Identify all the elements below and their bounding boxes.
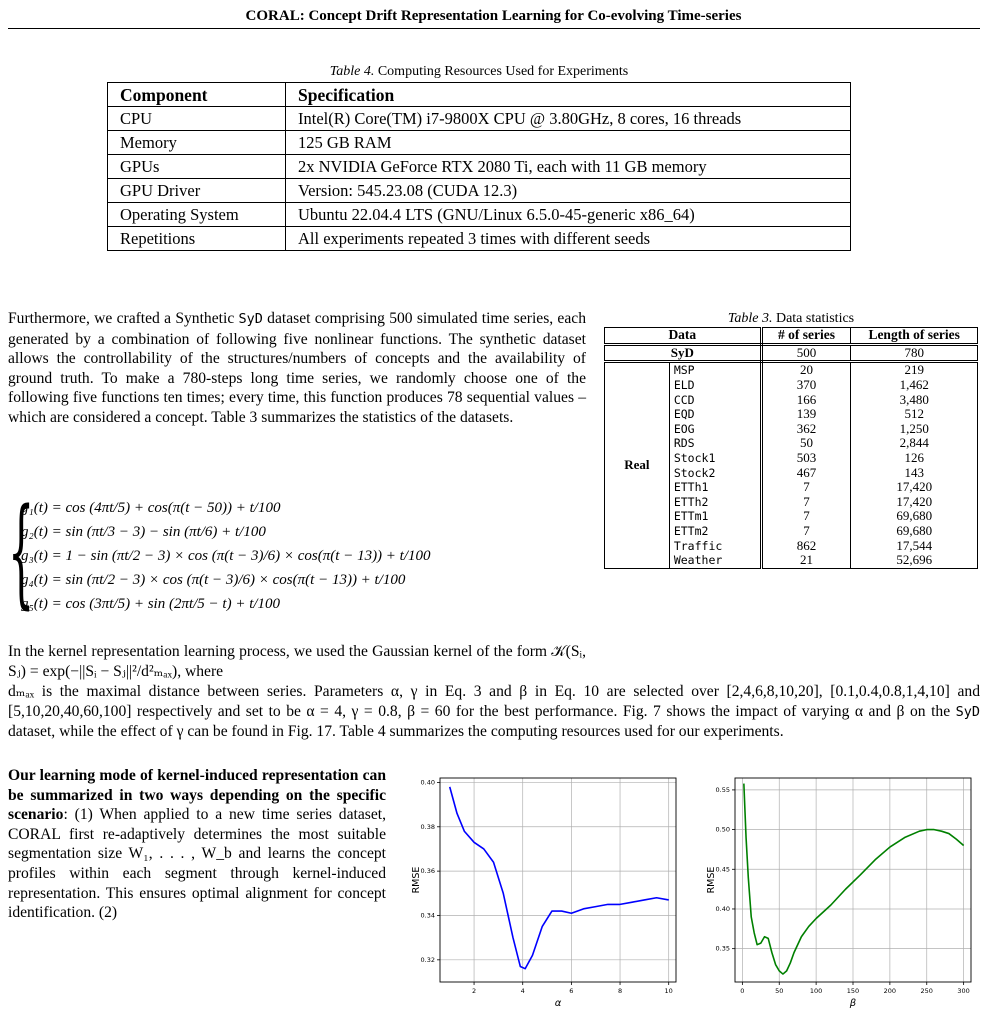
- chart-0-xlabel: α: [554, 998, 562, 1009]
- equation-g1: g₁(t) = cos (4πt/5) + cos(π(t − 50)) + t/100: [21, 500, 281, 516]
- table4-cell: 125 GB RAM: [286, 131, 851, 155]
- chart-0-ylabel: RMSE: [411, 866, 422, 894]
- table3-cell: ETTm1: [669, 509, 761, 524]
- table4-cell: Operating System: [108, 203, 286, 227]
- chart-1-x-tick-label: 200: [883, 987, 897, 995]
- chart-1-y-tick-label: 0.35: [715, 944, 730, 953]
- table3-cell: ELD: [669, 378, 761, 393]
- left-brace: {: [8, 482, 35, 620]
- table3-cell: 50: [761, 436, 851, 451]
- chart-0-x-tick-label: 6: [569, 987, 574, 995]
- table4-row: [108, 179, 851, 203]
- paragraph-synthetic-dataset: [8, 309, 586, 428]
- paragraph-text: dₘₐₓ is the maximal distance between series. Parameters α, γ in Eq. 3 and β in Eq. 10 are selected over [2,4,6,8,10,20], [0.1,0.4,0.8,1,4,10] and [5,10,20,40,60,100] respectively and set to be α = 4, γ = 0.8, β = 60 for the best performance. Fig. 7 shows the impact of varying α and β on the: [8, 683, 980, 720]
- table3-cell: 7: [761, 495, 851, 510]
- table3-cell: MSP: [669, 362, 761, 378]
- table3-cell: 370: [761, 378, 851, 393]
- paragraph-kernel: In the kernel representation learning process, we used the Gaussian kernel of the form 𝒦(Sᵢ, Sⱼ) = exp(−||Sᵢ − Sⱼ||²/d²ₘₐₓ), where: [8, 643, 586, 680]
- table3-cell: Traffic: [669, 538, 761, 553]
- chart-0-series-line: [450, 787, 669, 969]
- table4-cell: CPU: [108, 107, 286, 131]
- chart-1-y-tick-label: 0.50: [715, 825, 730, 834]
- table3-cell: SyD: [605, 344, 762, 362]
- table3-cell: 166: [761, 392, 851, 407]
- chart-1-x-tick-label: 0: [740, 987, 745, 995]
- table3-cell: 219: [904, 362, 924, 378]
- table3-caption-label: Table 3.: [727, 311, 773, 326]
- table3-cell: 3,480: [899, 391, 929, 407]
- equation-g5: g₅(t) = cos (3πt/5) + sin (2πt/5 − t) + t/100: [21, 596, 281, 612]
- chart-1-ylabel: RMSE: [706, 866, 717, 894]
- table4-cell: Intel(R) Core(TM) i7-9800X CPU @ 3.80GHz, 8 cores, 16 threads: [286, 107, 851, 131]
- chart-0-y-tick-label: 0.32: [420, 955, 435, 964]
- table3-cell: RDS: [669, 436, 761, 451]
- beta-plot-svg: [705, 770, 980, 1010]
- chart-0-x-tick-label: 2: [471, 987, 477, 995]
- paragraph-text: dataset, while the effect of γ can be found in Fig. 17. Table 4 summarizes the computing resources used for our experiments.: [8, 723, 784, 741]
- chart-1-x-tick-label: 150: [846, 987, 860, 995]
- table4: [107, 82, 851, 251]
- alpha-plot-svg: [410, 770, 685, 1010]
- table3-cell: 1,250: [899, 420, 929, 436]
- table3-cell: 20: [761, 362, 851, 378]
- table4-row: [108, 107, 851, 131]
- table4-header-row: [108, 83, 851, 107]
- paragraph-parameters: [8, 682, 980, 742]
- paragraph-text: dataset comprising 500 simulated time series, each generated by a combination of following five nonlinear functions. The synthetic dataset allows the controllability of the structures/numbers of concepts and the availability of ground truth. To make a 780-steps long time series, we randomly choose one of the following five functions ten times; every time, this function produces 78 sequential values – which are considered a concept. Table 3 summarizes the statistics of the datasets.: [8, 310, 586, 426]
- table3-cell: 17,544: [896, 537, 933, 553]
- table4-caption-label: Table 4.: [329, 64, 375, 79]
- table3-header-row: [605, 328, 978, 345]
- equation-g4: g₄(t) = sin (πt/2 − 3) × cos (π(t − 3)/6) × cos(π(t − 13)) + t/100: [21, 572, 406, 588]
- table4-cell: 2x NVIDIA GeForce RTX 2080 Ti, each with 11 GB memory: [286, 155, 851, 179]
- chart-1-xlabel: β: [849, 998, 857, 1009]
- table3-row: [605, 362, 978, 378]
- chart-0-y-tick-label: 0.40: [420, 778, 435, 787]
- table3-cell: 126: [904, 450, 924, 466]
- table3-cell: Stock2: [669, 465, 761, 480]
- table4-cell: Version: 545.23.08 (CUDA 12.3): [286, 179, 851, 203]
- table3-body: [605, 344, 978, 568]
- chart-0-y-tick-label: 0.36: [420, 867, 435, 876]
- table4-row: [108, 203, 851, 227]
- equation-g2: g₂(t) = sin (πt/3 − 3) − sin (πt/6) + t/100: [21, 524, 266, 540]
- table4-cell: Repetitions: [108, 227, 286, 251]
- paragraph-bold-text: Our learning mode of kernel-induced representation can be summarized in two ways depending on the specific scenario: [8, 767, 386, 824]
- table3-cell: 500: [761, 344, 851, 362]
- table3-cell: EQD: [669, 407, 761, 422]
- table3-group-label: Real: [605, 362, 670, 568]
- table3-cell: 7: [761, 480, 851, 495]
- table3-cell: 7: [761, 509, 851, 524]
- table3-cell: ETTm2: [669, 524, 761, 539]
- table3-cell: ETTh2: [669, 495, 761, 510]
- table3-cell: 139: [761, 407, 851, 422]
- table3-cell: 7: [761, 524, 851, 539]
- table4-cell: GPU Driver: [108, 179, 286, 203]
- table3-header-cell: # of series: [761, 328, 851, 345]
- table3-cell: 2,844: [899, 435, 929, 451]
- table3-cell: 21: [761, 553, 851, 568]
- table4-cell: GPUs: [108, 155, 286, 179]
- table3-cell: ETTh1: [669, 480, 761, 495]
- table4-cell: Memory: [108, 131, 286, 155]
- table3-cell: Stock1: [669, 451, 761, 466]
- table3-cell: CCD: [669, 392, 761, 407]
- paragraph-learning-mode: [8, 766, 386, 923]
- beta-plot: [705, 770, 980, 1010]
- table4-row: [108, 227, 851, 251]
- table3-header-cell: Length of series: [851, 328, 978, 345]
- table3-cell: 467: [761, 465, 851, 480]
- chart-1-x-tick-label: 300: [957, 987, 970, 995]
- table4-caption: [107, 64, 851, 80]
- chart-1-y-tick-label: 0.45: [715, 865, 730, 874]
- dataset-name: SyD: [955, 703, 980, 720]
- table4-body: [108, 107, 851, 251]
- table3-header-cell: Data: [605, 328, 762, 345]
- table3-cell: 17,420: [896, 493, 933, 509]
- header-rule: [8, 28, 980, 29]
- chart-1-x-tick-label: 250: [920, 987, 933, 995]
- paragraph-text: : (1) When applied to a new time series dataset, CORAL first re-adaptively determines the most suitable segmentation size W₁, . . . , W_b and learns the concept profiles within each segment through kernel-induced representation. This ensures optimal alignment for concept identification. (2): [8, 806, 386, 922]
- table3-cell: 1,462: [899, 377, 929, 393]
- table4-header-cell: Component: [108, 83, 286, 107]
- chart-1-series-line: [744, 784, 964, 975]
- equation-block: [8, 482, 586, 624]
- running-header: CORAL: Concept Drift Representation Learning for Co-evolving Time-series: [245, 8, 742, 24]
- table3-cell: 503: [761, 451, 851, 466]
- table4-caption-text: Computing Resources Used for Experiments: [377, 64, 629, 79]
- alpha-plot: [410, 770, 685, 1010]
- table3-cell: 69,680: [896, 508, 933, 524]
- table4-row: [108, 155, 851, 179]
- chart-0-x-tick-label: 10: [664, 987, 673, 995]
- equation-g3: g₃(t) = 1 − sin (πt/2 − 3) × cos (π(t − 3)/6) × cos(π(t − 13)) + t/100: [21, 548, 431, 564]
- table4-header-cell: Specification: [286, 83, 851, 107]
- table3-cell: 780: [851, 344, 978, 362]
- table3-cell: 17,420: [896, 479, 933, 495]
- chart-1-x-tick-label: 100: [809, 987, 823, 995]
- dataset-name: SyD: [238, 311, 263, 327]
- table3-caption: [604, 311, 978, 327]
- paragraph-text: Furthermore, we crafted a Synthetic: [8, 310, 239, 327]
- chart-0-y-tick-label: 0.34: [420, 911, 435, 920]
- chart-0-y-tick-label: 0.38: [420, 822, 435, 831]
- chart-1-y-tick-label: 0.55: [715, 785, 730, 794]
- table3-cell: 512: [904, 406, 924, 422]
- table3-cell: Weather: [669, 553, 761, 568]
- table4-cell: All experiments repeated 3 times with different seeds: [286, 227, 851, 251]
- table3-cell: 862: [761, 538, 851, 553]
- chart-0-frame: [440, 778, 676, 982]
- table3-cell: 69,680: [896, 523, 933, 539]
- table3-cell: EOG: [669, 422, 761, 437]
- table4-row: [108, 131, 851, 155]
- table3-cell: 143: [904, 464, 924, 480]
- table4-cell: Ubuntu 22.04.4 LTS (GNU/Linux 6.5.0-45-generic x86_64): [286, 203, 851, 227]
- chart-1-x-tick-label: 50: [775, 987, 784, 995]
- table3-row-syd: [605, 344, 978, 362]
- table3-cell: 52,696: [896, 552, 933, 568]
- chart-0-x-tick-label: 8: [617, 987, 623, 995]
- table3-cell: 362: [761, 422, 851, 437]
- chart-0-x-tick-label: 4: [520, 987, 525, 995]
- table3: [604, 327, 978, 569]
- table3-caption-text: Data statistics: [775, 311, 855, 326]
- chart-1-y-tick-label: 0.40: [715, 904, 730, 913]
